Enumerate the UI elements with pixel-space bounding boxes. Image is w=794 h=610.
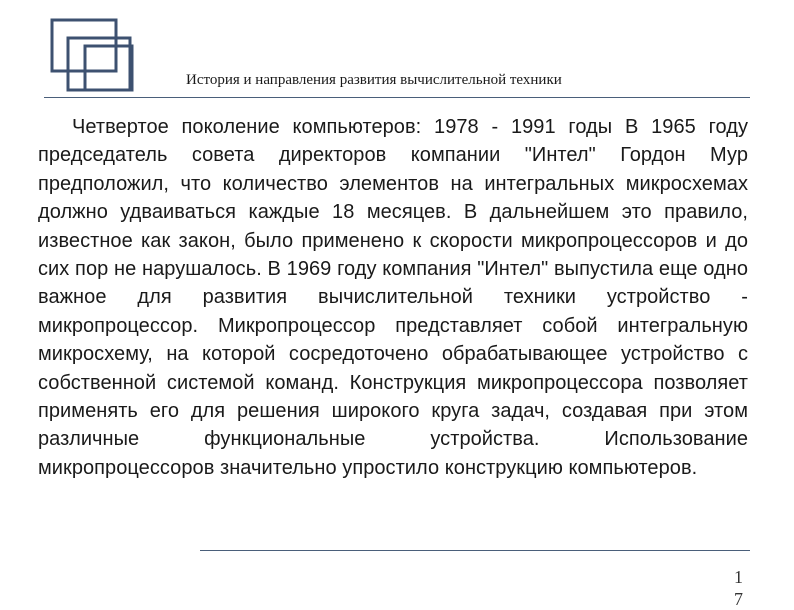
- footer-divider: [200, 550, 750, 551]
- page-number: 17: [734, 567, 743, 609]
- page-title: История и направления развития вычислительной техники: [186, 72, 562, 88]
- squares-logo: [0, 0, 140, 100]
- body-paragraph: Четвертое поколение компьютеров: 1978 - 1991 годы В 1965 году председатель совета директоров компании "Интел" Гордон Мур предположил, что количество элементов на интегральных микросхемах должно удваиваться каждые 18 месяцев. В дальнейшем это правило, известное как закон, было применено к скорости микропроцессоров и до сих пор не нарушалось. В 1969 году компания "Интел" выпустила еще одно важное для развития вычислительной техники устройство - микропроцессор. Микропроцессор представляет собой интегральную микросхему, на которой сосредоточено обрабатывающее устройство с собственной системой команд. Конструкция микропроцессора позволяет применять его для решения широкого круга задач, создавая при этом различные функциональные устройства. Использование микропроцессоров значительно упростило конструкцию компьютеров.: [38, 116, 748, 479]
- header-divider: [44, 97, 750, 98]
